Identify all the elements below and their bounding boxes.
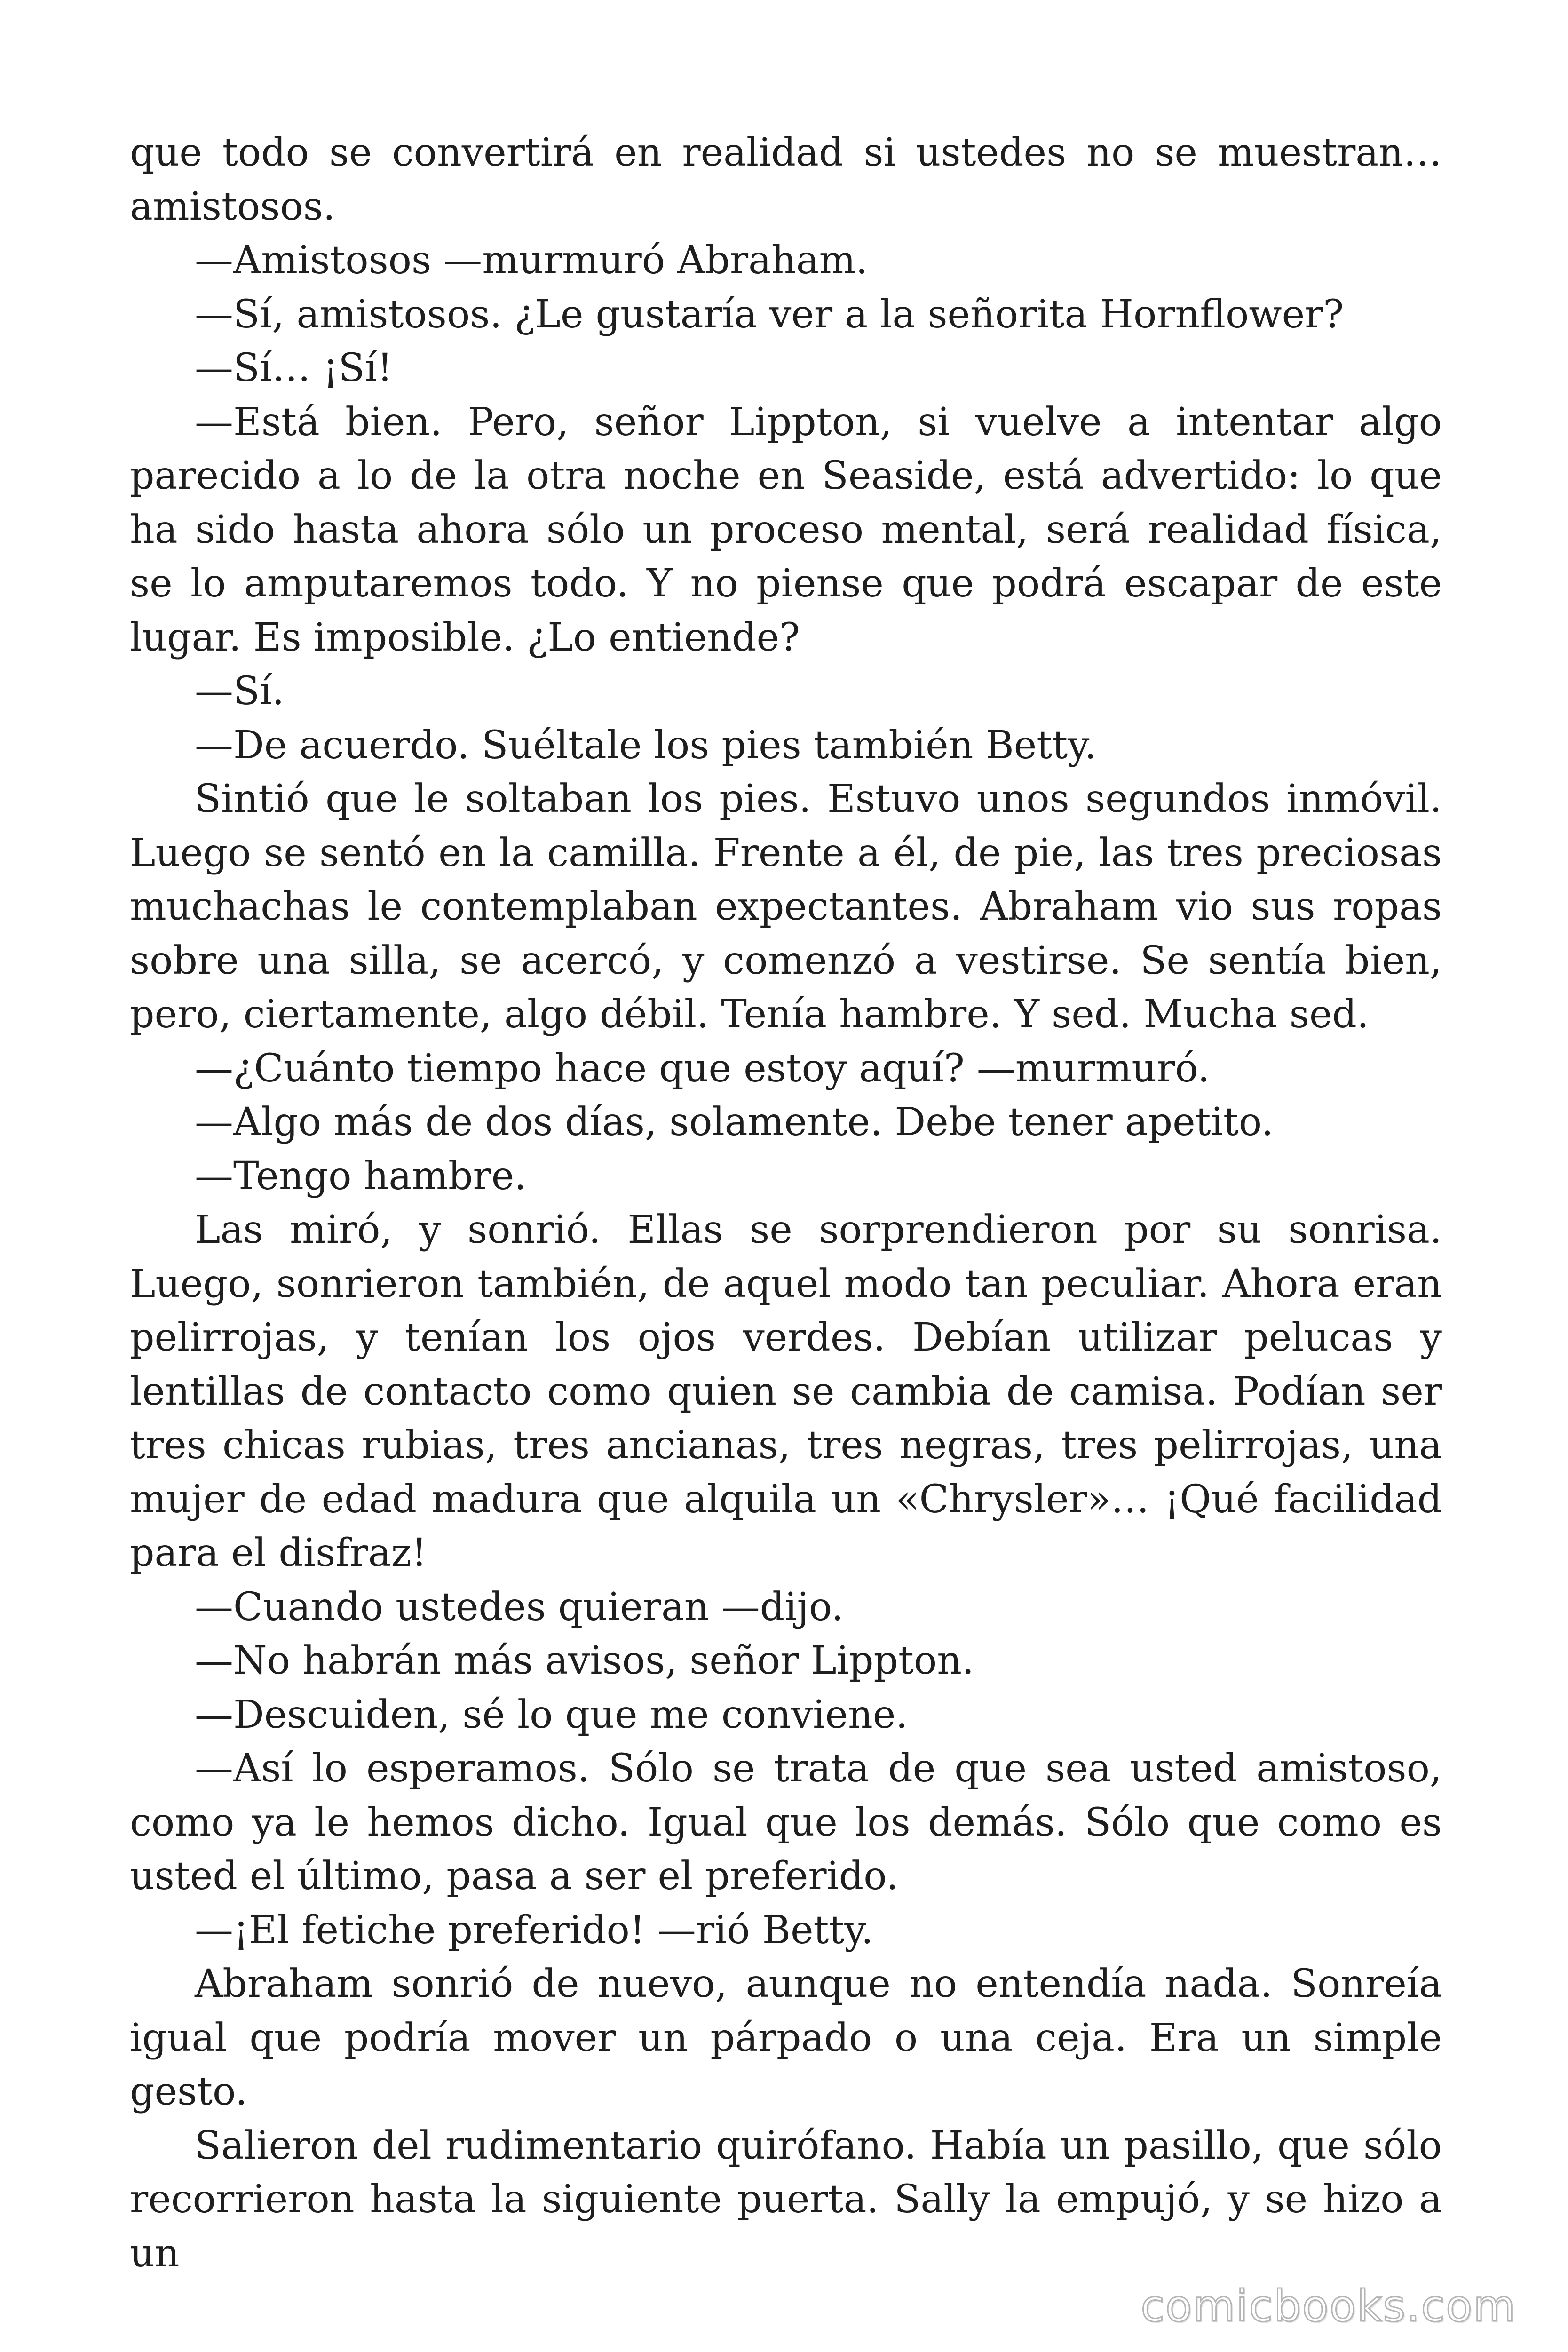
paragraph: —Descuiden, sé lo que me conviene. — [195, 1692, 908, 1737]
paragraph: Salieron del rudimentario quirófano. Había un pasillo, que sólo recorrieron hasta la siguiente puerta. Sally la empujó, y se hizo a un — [130, 2123, 1442, 2276]
paragraph: —Sí, amistosos. ¿Le gustaría ver a la señorita Hornflower? — [195, 292, 1344, 337]
page-body — [130, 126, 1442, 2280]
watermark: comicbooks.com — [1140, 2281, 1516, 2331]
paragraph: —Amistosos —murmuró Abraham. — [195, 238, 868, 283]
paragraph: —Así lo esperamos. Sólo se trata de que sea usted amistoso, como ya le hemos dicho. Igual que los demás. Sólo que como es usted el último, pasa a ser el preferido. — [130, 1746, 1442, 1899]
paragraph: —Está bien. Pero, señor Lippton, si vuelve a intentar algo parecido a lo de la otra noche en Seaside, está advertido: lo que ha sido hasta ahora sólo un proceso mental, será realidad física, se lo amputaremos todo. Y no piense que podrá escapar de este lugar. Es imposible. ¿Lo entiende? — [130, 399, 1442, 660]
paragraph: —Sí. — [195, 669, 285, 714]
paragraph-continuation: que todo se convertirá en realidad si ustedes no se muestran… amistosos. — [130, 130, 1442, 229]
paragraph: —¿Cuánto tiempo hace que estoy aquí? —murmuró. — [195, 1046, 1210, 1091]
paragraph: Sintió que le soltaban los pies. Estuvo unos segundos inmóvil. Luego se sentó en la camilla. Frente a él, de pie, las tres preciosas muchachas le contemplaban expectantes. Abraham vio sus ropas sobre una silla, se acercó, y comenzó a vestirse. Se sentía bien, pero, ciertamente, algo débil. Tenía hambre. Y sed. Mucha sed. — [130, 777, 1442, 1037]
paragraph: —¡El fetiche preferido! —rió Betty. — [195, 1907, 873, 1953]
paragraph: Las miró, y sonrió. Ellas se sorprendieron por su sonrisa. Luego, sonrieron también, de aquel modo tan peculiar. Ahora eran pelirrojas, y tenían los ojos verdes. Debían utilizar pelucas y lentillas de contacto como quien se cambia de camisa. Podían ser tres chicas rubias, tres ancianas, tres negras, tres pelirrojas, una mujer de edad madura que alquila un «Chrysler»… ¡Qué facilidad para el disfraz! — [130, 1208, 1442, 1575]
paragraph: —Sí… ¡Sí! — [195, 346, 393, 390]
paragraph: —No habrán más avisos, señor Lippton. — [195, 1638, 974, 1683]
paragraph: —De acuerdo. Suéltale los pies también Betty. — [195, 723, 1097, 768]
paragraph: Abraham sonrió de nuevo, aunque no entendía nada. Sonreía igual que podría mover un párpado o una ceja. Era un simple gesto. — [130, 1962, 1442, 2114]
paragraph: —Tengo hambre. — [195, 1153, 527, 1199]
paragraph: —Cuando ustedes quieran —dijo. — [195, 1584, 844, 1629]
paragraph: —Algo más de dos días, solamente. Debe tener apetito. — [195, 1100, 1274, 1144]
